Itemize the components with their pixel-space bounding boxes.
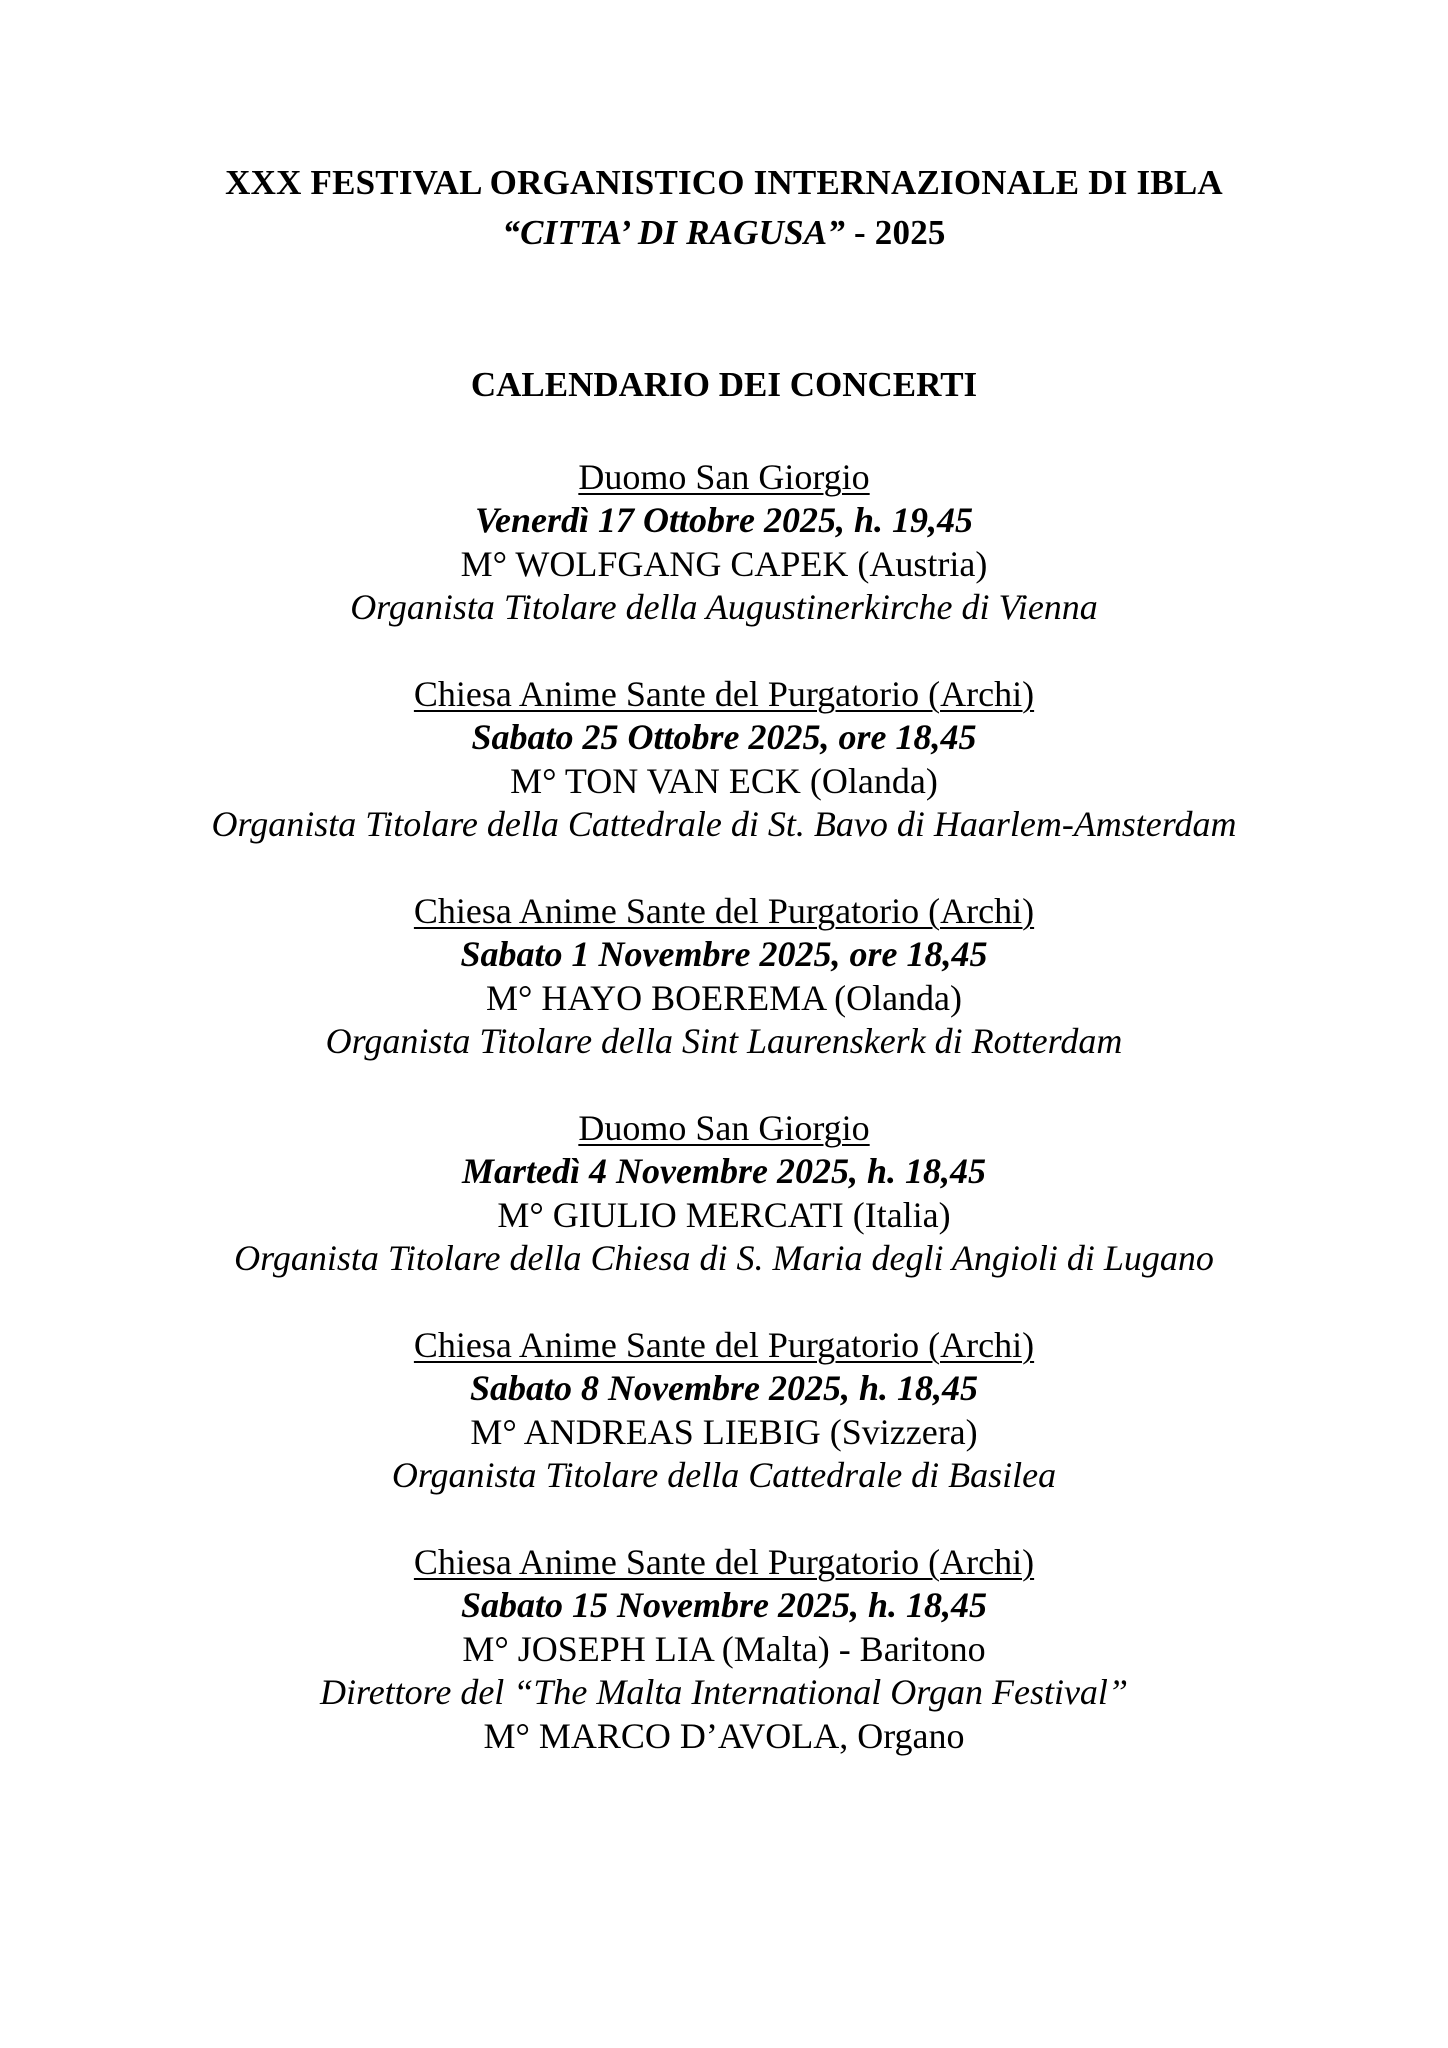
concert-performer-role: Organista Titolare della Sint Laurenskerk di Rotterdam — [325, 1021, 1123, 1062]
concert-list — [0, 456, 1448, 1802]
concert-entry — [0, 673, 1448, 847]
concert-performer-role: Organista Titolare della Chiesa di S. Maria degli Angioli di Lugano — [234, 1238, 1214, 1279]
concert-date: Sabato 8 Novembre 2025, h. 18,45 — [470, 1368, 978, 1409]
concert-performer-role: Organista Titolare della Cattedrale di Basilea — [391, 1455, 1057, 1496]
concert-venue: Duomo San Giorgio — [578, 1108, 870, 1149]
concert-entry — [0, 1324, 1448, 1498]
concert-performer: M° TON VAN ECK (Olanda) — [510, 760, 938, 801]
concert-entry — [0, 1541, 1448, 1758]
concert-venue: Chiesa Anime Sante del Purgatorio (Archi) — [413, 1542, 1035, 1583]
concert-venue: Chiesa Anime Sante del Purgatorio (Archi) — [413, 674, 1035, 715]
concert-entry — [0, 1107, 1448, 1281]
concert-performer-role: Organista Titolare della Cattedrale di St. Bavo di Haarlem-Amsterdam — [211, 804, 1237, 845]
concert-performer: M° WOLFGANG CAPEK (Austria) — [460, 543, 988, 584]
concert-performer: M° HAYO BOEREMA (Olanda) — [485, 977, 963, 1018]
festival-city-name: “CITTA’ DI RAGUSA” — [502, 213, 846, 252]
festival-title-line-2 — [0, 208, 1448, 258]
concert-date: Sabato 15 Novembre 2025, h. 18,45 — [461, 1585, 987, 1626]
concert-entry — [0, 456, 1448, 630]
concert-second-performer: M° MARCO D’AVOLA, Organo — [483, 1715, 965, 1756]
concert-date: Sabato 25 Ottobre 2025, ore 18,45 — [471, 717, 977, 758]
concert-entry — [0, 890, 1448, 1064]
concert-performer: M° ANDREAS LIEBIG (Svizzera) — [470, 1411, 978, 1452]
concert-venue: Chiesa Anime Sante del Purgatorio (Archi) — [413, 891, 1035, 932]
concert-date: Venerdì 17 Ottobre 2025, h. 19,45 — [474, 500, 974, 541]
concert-performer: M° GIULIO MERCATI (Italia) — [497, 1194, 951, 1235]
concert-date: Sabato 1 Novembre 2025, ore 18,45 — [460, 934, 988, 975]
concert-performer-role: Direttore del “The Malta International Organ Festival” — [320, 1672, 1128, 1713]
concert-performer: M° JOSEPH LIA (Malta) - Baritono — [462, 1628, 986, 1669]
concert-venue: Duomo San Giorgio — [578, 457, 870, 497]
concert-venue: Chiesa Anime Sante del Purgatorio (Archi) — [413, 1325, 1035, 1366]
festival-year: - 2025 — [845, 213, 946, 252]
festival-title-line-1: XXX FESTIVAL ORGANISTICO INTERNAZIONALE DI IBLA — [225, 163, 1223, 202]
section-heading: CALENDARIO DEI CONCERTI — [470, 365, 978, 404]
festival-title — [0, 158, 1448, 258]
concert-date: Martedì 4 Novembre 2025, h. 18,45 — [462, 1151, 986, 1192]
concert-performer-role: Organista Titolare della Augustinerkirche di Vienna — [350, 587, 1098, 628]
